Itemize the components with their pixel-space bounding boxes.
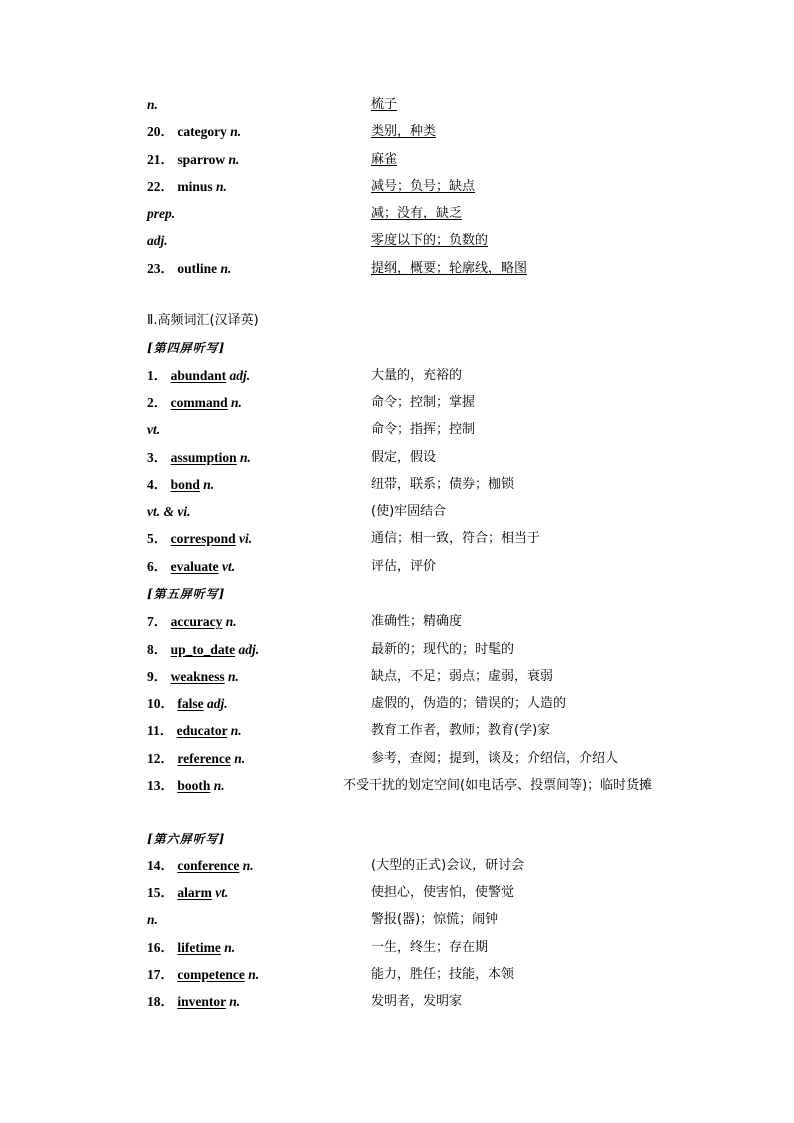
item-number: 2．: [147, 395, 171, 410]
part-of-speech: n.: [147, 97, 158, 112]
item-number: 22．: [147, 179, 178, 194]
vocab-row: [147, 749, 747, 769]
item-number: 17．: [147, 967, 178, 982]
vocab-term: [147, 150, 239, 170]
english-word: weakness: [170, 669, 225, 684]
english-word: up_to_date: [170, 642, 236, 657]
vocab-row: [147, 612, 747, 632]
vocab-row: [147, 529, 747, 549]
vocab-term: [147, 910, 158, 930]
chinese-meaning: 提纲，概要；轮廓线，略图: [371, 261, 528, 276]
vocab-row: [147, 721, 747, 741]
vocab-row: [147, 640, 747, 660]
vocab-row: [147, 366, 747, 386]
vocab-term: [147, 393, 242, 413]
english-word: evaluate: [170, 559, 219, 574]
vocab-row: [147, 420, 747, 440]
part-of-speech: adj.: [238, 642, 260, 657]
vocab-term: [147, 557, 235, 577]
vocab-row: [147, 965, 747, 985]
vocab-row: [147, 883, 747, 903]
english-word: minus: [177, 179, 213, 194]
vocab-term: [147, 856, 254, 876]
chinese-meaning: 一生，终生；存在期: [371, 940, 489, 955]
chinese-meaning: 警报(器)；惊慌；闹钟: [371, 912, 499, 927]
item-number: 11．: [147, 723, 177, 738]
item-number: 3．: [147, 450, 171, 465]
vocab-term: [147, 95, 158, 115]
english-word: bond: [170, 477, 200, 492]
vocab-row: [147, 95, 747, 115]
chinese-meaning: 大量的，充裕的: [371, 368, 463, 383]
item-number: 6．: [147, 559, 171, 574]
vocab-row: [147, 667, 747, 687]
item-number: 15．: [147, 885, 178, 900]
chinese-meaning: (大型的正式)会议，研讨会: [371, 858, 525, 873]
part-of-speech: vt.: [215, 885, 229, 900]
chinese-meaning: 减；没有，缺乏: [371, 206, 463, 221]
chinese-meaning: (使)牢固结合: [371, 504, 447, 519]
vocab-row: [147, 448, 747, 468]
vocab-row: [147, 694, 747, 714]
chinese-meaning: 准确性；精确度: [371, 614, 463, 629]
vocab-row: [147, 122, 747, 142]
chinese-meaning: 最新的；现代的；时髦的: [371, 642, 515, 657]
vocab-term: [147, 694, 228, 714]
english-word: command: [170, 395, 228, 410]
group-label-4: [第四屏听写]: [147, 341, 226, 355]
item-number: 7．: [147, 614, 171, 629]
item-number: 12．: [147, 751, 178, 766]
item-number: 5．: [147, 531, 171, 546]
english-word: sparrow: [177, 152, 226, 167]
vocab-row: [147, 502, 747, 522]
english-word: assumption: [170, 450, 237, 465]
vocab-term: [147, 204, 175, 224]
vocab-term: [147, 883, 228, 903]
vocab-term: [147, 667, 239, 687]
part-of-speech: n.: [225, 614, 237, 629]
vocab-term: [147, 640, 259, 660]
chinese-meaning: 缺点，不足；弱点；虚弱，衰弱: [371, 669, 554, 684]
part-of-speech: n.: [228, 152, 240, 167]
vocab-term: [147, 776, 225, 796]
part-of-speech: n.: [242, 858, 254, 873]
vocab-term: [147, 992, 240, 1012]
chinese-meaning: 梳子: [371, 97, 398, 112]
part-of-speech: vi.: [239, 531, 253, 546]
vocab-term: [147, 938, 235, 958]
vocab-term: [147, 965, 259, 985]
item-number: 18．: [147, 994, 178, 1009]
vocab-row: [147, 992, 747, 1012]
group-label-6: [第六屏听写]: [147, 832, 226, 846]
item-number: 21．: [147, 152, 178, 167]
chinese-meaning: 命令；控制；掌握: [371, 395, 476, 410]
part-of-speech: n.: [248, 967, 260, 982]
vocab-row: [147, 557, 747, 577]
part-of-speech: vt.: [222, 559, 236, 574]
part-of-speech: n.: [224, 940, 236, 955]
vocab-row: [147, 150, 747, 170]
vocab-row: [147, 204, 747, 224]
part-of-speech: n.: [228, 669, 239, 684]
section-heading: Ⅱ.高频词汇(汉译英): [147, 313, 259, 328]
part-of-speech: n.: [220, 261, 232, 276]
english-word: competence: [177, 967, 245, 982]
english-word: booth: [177, 778, 211, 793]
vocab-term: [147, 448, 251, 468]
english-word: accuracy: [170, 614, 223, 629]
item-number: 13．: [147, 778, 178, 793]
vocab-row: [147, 856, 747, 876]
chinese-meaning: 减号；负号；缺点: [371, 179, 476, 194]
item-number: 23．: [147, 261, 178, 276]
item-number: 10．: [147, 696, 178, 711]
english-word: correspond: [170, 531, 236, 546]
part-of-speech: vt.: [147, 422, 161, 437]
english-word: inventor: [177, 994, 226, 1009]
item-number: 20．: [147, 124, 178, 139]
english-word: outline: [177, 261, 218, 276]
part-of-speech: n.: [240, 450, 251, 465]
chinese-meaning: 虚假的，伪造的；错误的；人造的: [371, 696, 567, 711]
chinese-meaning: 参考，查阅；提到，谈及；介绍信，介绍人: [371, 751, 619, 766]
vocab-term: [147, 529, 252, 549]
item-number: 4．: [147, 477, 171, 492]
part-of-speech: adj.: [147, 233, 168, 248]
vocab-term: [147, 420, 160, 440]
part-of-speech: n.: [230, 124, 242, 139]
part-of-speech: n.: [203, 477, 215, 492]
chinese-meaning: 通信；相一致，符合；相当于: [371, 531, 541, 546]
part-of-speech: n.: [234, 751, 246, 766]
vocab-term: [147, 231, 168, 251]
group-label-5: [第五屏听写]: [147, 587, 226, 601]
english-word: abundant: [170, 368, 227, 383]
english-word: educator: [176, 723, 228, 738]
vocab-row: [147, 177, 747, 197]
vocab-term: [147, 612, 237, 632]
chinese-meaning: 教育工作者，教师；教育(学)家: [371, 723, 551, 738]
vocab-term: [147, 177, 227, 197]
part-of-speech: n.: [231, 395, 242, 410]
vocab-term: [147, 749, 245, 769]
vocab-row: [147, 231, 747, 251]
chinese-meaning: 能力，胜任；技能，本领: [371, 967, 515, 982]
chinese-meaning: 发明者，发明家: [371, 994, 463, 1009]
chinese-meaning: 评估，评价: [371, 559, 437, 574]
vocab-row: [147, 259, 747, 279]
item-number: 14．: [147, 858, 178, 873]
vocab-row: [147, 475, 747, 495]
chinese-meaning: 纽带，联系；债券；枷锁: [371, 477, 515, 492]
chinese-meaning: 麻雀: [371, 152, 398, 167]
vocab-row: [147, 393, 747, 413]
vocab-term: [147, 502, 191, 522]
part-of-speech: prep.: [147, 206, 176, 221]
vocab-term: [147, 721, 242, 741]
vocab-term: [147, 259, 231, 279]
english-word: category: [177, 124, 227, 139]
chinese-meaning: 使担心，使害怕，使警觉: [371, 885, 515, 900]
part-of-speech: adj.: [229, 368, 251, 383]
english-word: conference: [177, 858, 240, 873]
part-of-speech: n.: [147, 912, 158, 927]
part-of-speech: n.: [216, 179, 227, 194]
chinese-meaning: 假定，假设: [371, 450, 437, 465]
chinese-meaning: 命令；指挥；控制: [371, 422, 476, 437]
english-word: reference: [177, 751, 231, 766]
chinese-meaning: 类别，种类: [371, 124, 437, 139]
part-of-speech: vt. & vi.: [147, 504, 191, 519]
vocab-term: [147, 122, 241, 142]
item-number: 9．: [147, 669, 171, 684]
part-of-speech: adj.: [207, 696, 228, 711]
part-of-speech: n.: [229, 994, 241, 1009]
english-word: alarm: [177, 885, 212, 900]
part-of-speech: n.: [213, 778, 225, 793]
part-of-speech: n.: [230, 723, 242, 738]
item-number: 1．: [147, 368, 171, 383]
item-number: 16．: [147, 940, 178, 955]
vocab-term: [147, 475, 214, 495]
english-word: false: [177, 696, 204, 711]
chinese-meaning: 不受干扰的划定空间(如电话亭、投票间等)；临时货摊: [343, 778, 653, 793]
vocab-row: [147, 910, 747, 930]
english-word: lifetime: [177, 940, 221, 955]
chinese-meaning: 零度以下的；负数的: [371, 233, 489, 248]
vocab-row: [147, 938, 747, 958]
vocab-row: [147, 776, 747, 796]
vocab-term: [147, 366, 250, 386]
item-number: 8．: [147, 642, 171, 657]
